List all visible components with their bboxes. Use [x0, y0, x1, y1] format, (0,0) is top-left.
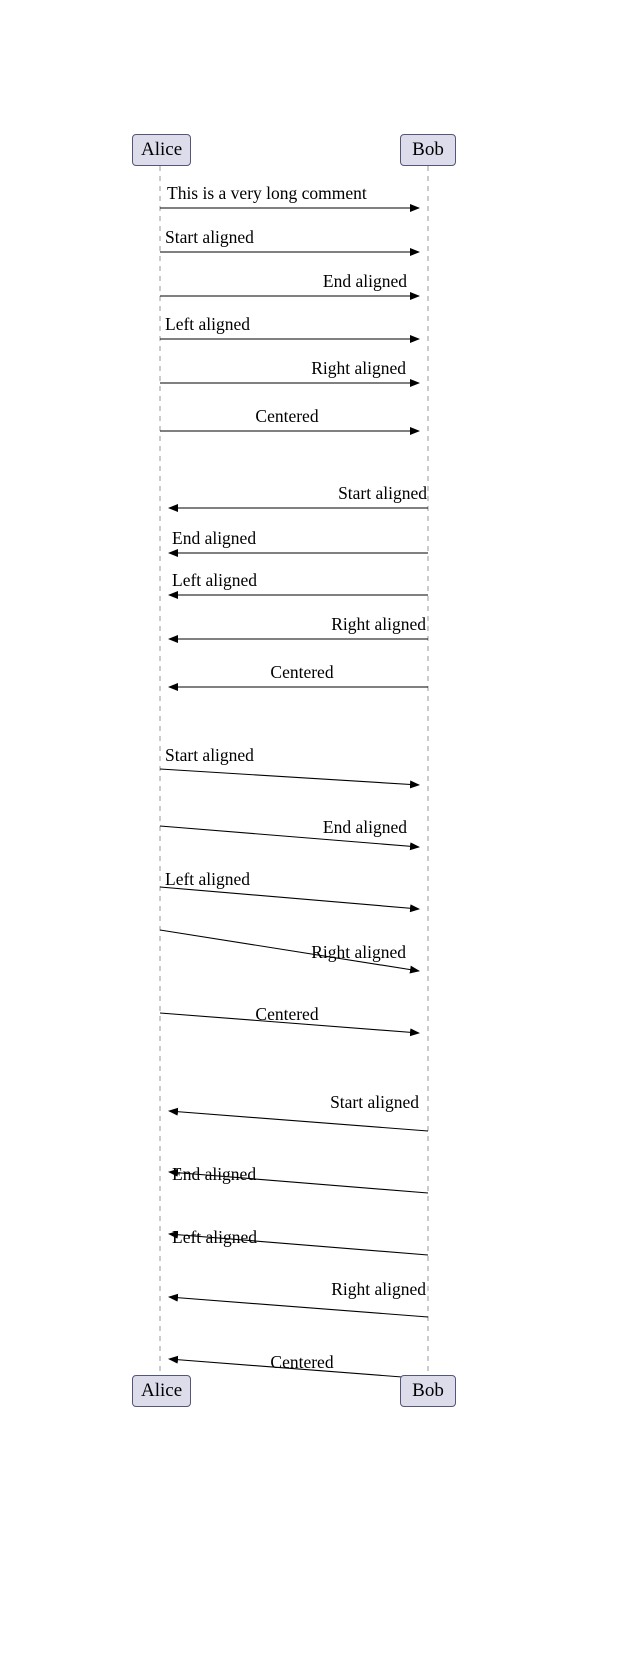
- message-arrows: [160, 208, 428, 1379]
- message-label: Left aligned: [165, 314, 251, 334]
- message-label: Right aligned: [331, 614, 426, 634]
- message-label: Centered: [270, 1352, 334, 1372]
- message-label: End aligned: [172, 1164, 257, 1184]
- message-label: Start aligned: [165, 745, 254, 765]
- message-label: Start aligned: [330, 1092, 419, 1112]
- message-label: End aligned: [322, 271, 407, 291]
- message-arrow[interactable]: [169, 1111, 428, 1131]
- message-label: End aligned: [172, 528, 257, 548]
- message-arrow[interactable]: [169, 1297, 428, 1317]
- message-label: Left aligned: [172, 1227, 258, 1247]
- actor-box-alice-bottom[interactable]: Alice: [132, 1375, 191, 1407]
- message-label: Right aligned: [331, 1279, 426, 1299]
- message-arrow[interactable]: [160, 887, 419, 909]
- actor-box-alice-top[interactable]: Alice: [132, 134, 191, 166]
- actor-box-bob-bottom[interactable]: Bob: [400, 1375, 456, 1407]
- message-label: End aligned: [322, 817, 407, 837]
- message-label: Centered: [255, 406, 319, 426]
- message-label: Centered: [255, 1004, 319, 1024]
- message-label: Left aligned: [172, 570, 258, 590]
- message-label: This is a very long comment: [167, 183, 367, 203]
- message-label: Centered: [270, 662, 334, 682]
- message-label: Start aligned: [165, 227, 254, 247]
- lifelines: [160, 166, 428, 1372]
- message-label: Start aligned: [338, 483, 427, 503]
- message-label: Right aligned: [311, 358, 406, 378]
- message-label: Right aligned: [311, 942, 406, 962]
- actor-box-bob-top[interactable]: Bob: [400, 134, 456, 166]
- message-label: Left aligned: [165, 869, 251, 889]
- message-arrow[interactable]: [160, 769, 419, 785]
